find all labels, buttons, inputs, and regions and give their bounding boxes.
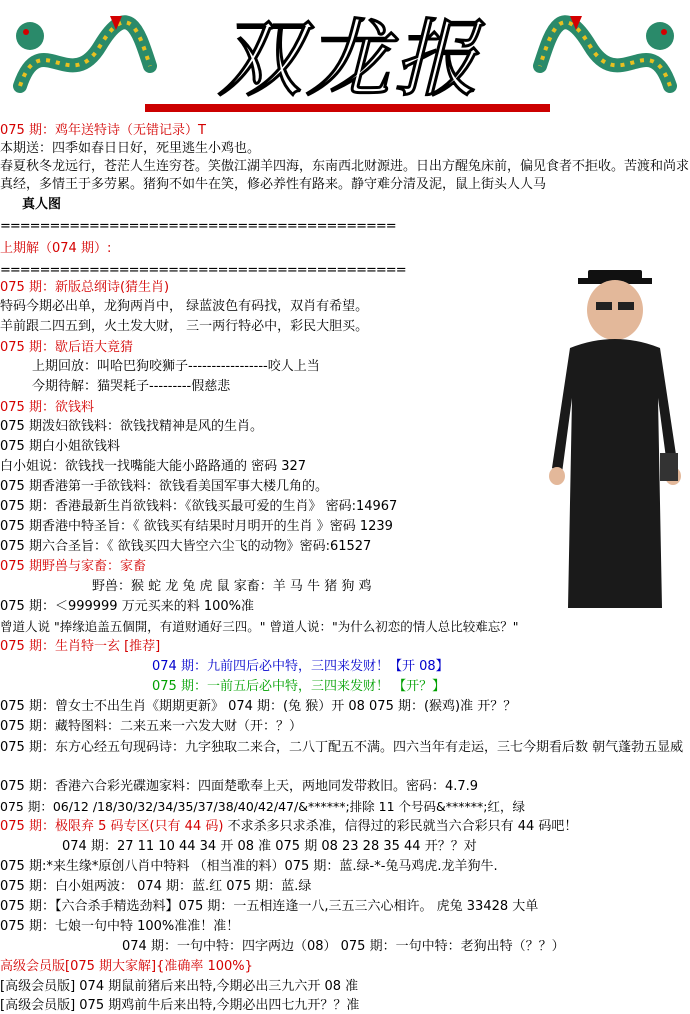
line-money-2: 075 期白小姐欲钱料 — [0, 439, 120, 454]
dragon-right-icon — [530, 6, 690, 106]
line-seven-lady: 075 期：七娘一句中特 100%准准！准！ — [0, 919, 240, 934]
page-title: 双龙报 — [217, 10, 482, 108]
line-poem-body: 春夏秋冬龙远行，苍茫人生连穷苍。笑傲江湖羊四海，东南西北财源进。日出方醒兔床前，偏见食者不拒收。苦渡和尚求真经，多情王于多劳累。猪狗不如牛在笑，修必养性有路来。静守难分清及泥，鼠上街头人人马 — [0, 159, 690, 192]
line-riddle-title: 075 期：歇后语大竟猜 — [0, 340, 133, 355]
line-money-5: 075 期：香港最新生肖欲钱料：《欲钱买最可爱的生肖》 密码:14967 — [0, 499, 398, 514]
line-zodiac-074: 074 期：九前四后必中特，三四来发财！【开 08】 — [152, 659, 449, 674]
line-vip-title: 高级会员版[075 期大家解]{准确率 100%} — [0, 959, 253, 974]
line-poem-title: 075 期：鸡年送特诗（无错记录）T — [0, 123, 206, 138]
dragon-left-icon — [0, 6, 160, 106]
line-money-title: 075 期：欲钱料 — [0, 400, 94, 415]
line-general-poem-1: 特码今期必出单，龙狗两肖中， 绿蓝波色有码找，双肖有希望。 — [0, 299, 369, 314]
line-vip-074: [高级会员版] 074 期鼠前猪后来出特,今期必出三九六开 08 准 — [0, 979, 359, 994]
divider-1: ======================================== — [0, 219, 396, 234]
line-general-poem-2: 羊前跟二四五到，火土发大财， 三一两行特必中，彩民大胆买。 — [0, 319, 369, 334]
header-banner — [0, 0, 690, 118]
man-photo-icon — [540, 268, 690, 610]
line-real-photo-label: 真人图 — [22, 197, 62, 212]
line-money-4: 075 期香港第一手欲钱料：欲钱看美国军事大楼几角的。 — [0, 479, 328, 494]
limit-zone-title: 075 期：极限弃 5 码专区(只有 44 码) — [0, 819, 224, 834]
line-riddle-last: 上期回放：叫哈巴狗咬狮子-----------------咬人上当 — [32, 359, 320, 374]
limit-zone-desc: 不求杀多只求杀准，信得过的彩民就当六合彩只有 44 码吧！ — [223, 819, 578, 834]
line-limit-numbers: 074 期：27 11 10 44 34 开 08 准 075 期 08 23 28 35 44 开？？对 — [62, 839, 477, 854]
line-eight-zodiac: 075 期:*来生缘*原创八肖中特料 （相当准的料）075 期：蓝.绿-*-兔马鸡虎.龙羊狗牛. — [0, 859, 498, 874]
line-zeng-daoren: 曾道人说 "捧缘追盖五個開，有道财通好三四。" 曾道人说："为什么初恋的情人总比较难忘？" — [0, 619, 519, 634]
line-money-7: 075 期六合圣旨：《 欲钱买四大皆空六尘飞的动物》密码:61527 — [0, 539, 372, 554]
line-general-poem-title: 075 期：新版总纲诗(猜生肖) — [0, 280, 170, 295]
line-sutra-poem: 075 期：东方心经五句现码诗：九字独取二来合，二八丁配五不满。四六当年有走运，三七今期看后数 朝气蓬勃五显威 — [0, 740, 684, 755]
line-zodiac-075: 075 期：一前五后必中特，三四来发财！ 【开？】 — [152, 679, 446, 694]
line-money-1: 075 期泼妇欲钱料：欲钱找精神是风的生肖。 — [0, 419, 263, 434]
line-one-sentence: 074 期：一句中特：四字两边（08） 075 期：一句中特：老狗出特（？？） — [122, 939, 565, 954]
line-ms-zeng: 075 期：曾女士不出生肖《期期更新》 074 期：(兔 猴）开 08 075 期：(猴鸡)准 开？？ — [0, 699, 517, 714]
line-last-issue-heading: 上期解（074 期）: — [0, 241, 112, 256]
line-money-3: 白小姐说：欲钱找一找嘴能大能小路路通的 密码 327 — [0, 459, 307, 474]
line-vip-075: [高级会员版] 075 期鸡前牛后来出特,今期必出四七九开？？准 — [0, 998, 360, 1013]
line-beast-title: 075 期野兽与家畜：家畜 — [0, 559, 146, 574]
line-hk-disc: 075 期：香港六合彩光碟迦家料：四面楚歌奉上天，两地同发带救旧。密码：4.7.9 — [0, 779, 479, 794]
line-money-6: 075 期香港中特圣旨：《 欲钱买有结果时月明开的生肖 》密码 1239 — [0, 519, 393, 534]
line-limit-zone — [0, 818, 577, 835]
line-riddle-now: 今期待解：猫哭耗子---------假慈悲 — [32, 379, 231, 394]
line-zodiac-title: 075 期：生肖特一玄 [推荐] — [0, 639, 161, 654]
line-killer-pick: 075 期：【六合杀手精选劲料】075 期：一五相连逢一八,三五三六心相许。 虎兔 33428 大单 — [0, 899, 539, 914]
line-beast-list: 野兽：猴 蛇 龙 兔 虎 鼠 家畜：羊 马 牛 猪 狗 鸡 — [92, 579, 372, 594]
line-exclude-numbers: 075 期：06/12 /18/30/32/34/35/37/38/40/42/47/&******;排除 11 个号码&******;红，绿 — [0, 799, 525, 814]
line-million: 075 期：＜999999 万元买来的料 100%准 — [0, 599, 255, 614]
divider-2: ========================================= — [0, 263, 406, 278]
line-hidden-chart: 075 期：藏特图料：二来五来一六发大财（开：？） — [0, 719, 302, 734]
line-two-waves: 075 期：白小姐两波： 074 期：蓝.红 075 期：蓝.绿 — [0, 879, 312, 894]
line-poem-gift: 本期送：四季如春日日好，死里逃生小鸡也。 — [0, 141, 261, 156]
